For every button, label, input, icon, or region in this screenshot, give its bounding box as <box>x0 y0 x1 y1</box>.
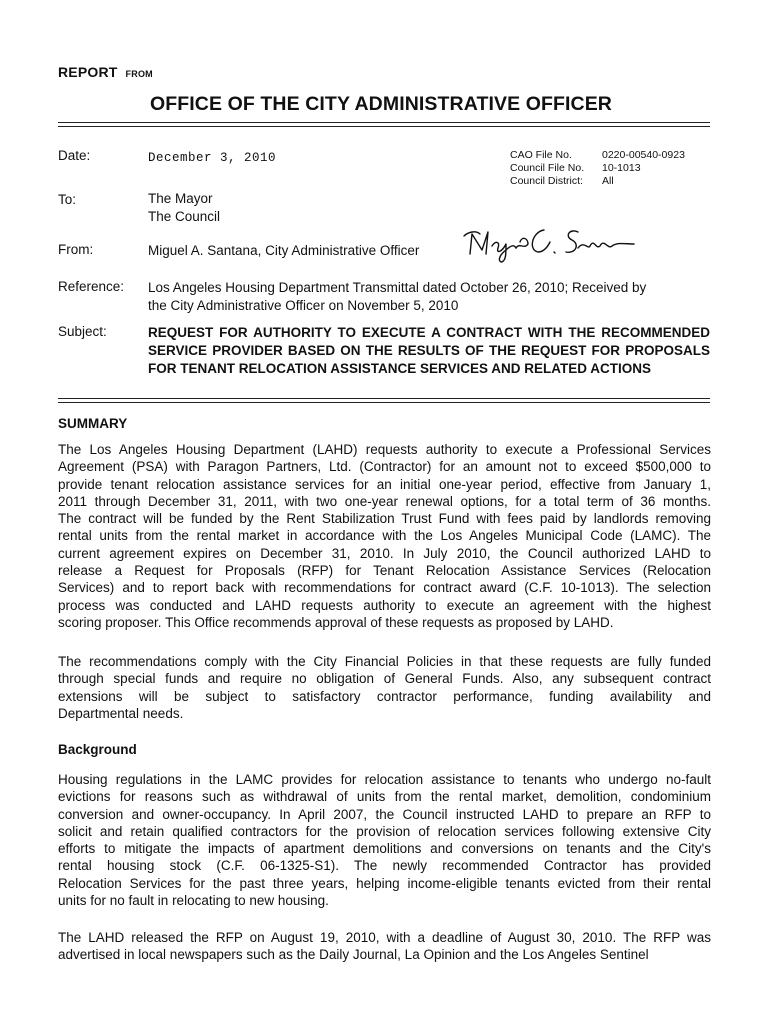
from-label-field: From: <box>58 242 94 257</box>
summary-heading: SUMMARY <box>58 416 128 431</box>
text-line: The recommendations comply with the City Financial Policies in that these requests are fully funded <box>58 654 711 669</box>
text-line: evictions for reasons such as withdrawal of units from the rental market, demolition, condominium <box>58 789 711 805</box>
text-line: scoring proposer. This Office recommends approval of these requests as proposed by LAHD. <box>58 614 614 630</box>
background-paragraph-1 <box>58 771 711 909</box>
text-line: release a Request for Proposals (RFP) for Tenant Relocation Assistance Services (Relocation <box>58 563 711 579</box>
council-district-label: Council District: <box>510 175 583 187</box>
header-rule-bottom <box>58 126 710 127</box>
council-file-label: Council File No. <box>510 162 585 174</box>
council-district-value: All <box>602 175 614 187</box>
text-line: provide tenant relocation assistance services for an initial one-year period, effective from January 1, <box>58 476 711 492</box>
cao-file-label: CAO File No. <box>510 149 572 161</box>
background-heading: Background <box>58 742 137 757</box>
text-line: extensions will be subject to satisfactory contractor performance, funding availability and <box>58 688 711 704</box>
text-line: solicit and retain qualified contractors for the provision of relocation services following extensive City <box>58 823 711 839</box>
to-label: To: <box>58 192 77 207</box>
header-rule-top <box>58 122 710 123</box>
subject-rule-bottom <box>58 402 710 403</box>
text-line: Housing regulations in the LAMC provides for relocation assistance to tenants who undergo no-fault <box>58 772 711 787</box>
cao-file-value: 0220-00540-0923 <box>602 149 685 161</box>
text-line: rental units from the rental market in accordance with the Los Angeles Municipal Code (LAMC). The <box>58 528 711 544</box>
date-label: Date: <box>58 148 91 163</box>
reference-line: the City Administrative Officer on November 5, 2010 <box>148 298 459 313</box>
subject-rule-top <box>58 398 710 399</box>
text-line: rental housing stock (C.F. 06-1325-S1). The newly recommended Contractor has provided <box>58 858 711 874</box>
text-line: advertised in local newspapers such as the Daily Journal, La Opinion and the Los Angeles Sentinel <box>58 947 649 963</box>
to-recipient: The Mayor <box>148 191 213 206</box>
subject-label: Subject: <box>58 324 107 339</box>
text-line: units for no fault in relocating to new housing. <box>58 893 329 909</box>
subject-text: REQUEST FOR AUTHORITY TO EXECUTE A CONTRACT WITH THE RECOMMENDED SERVICE PROVIDER BASED ON THE RESULTS OF THE REQUEST FOR PROPOSALS FOR TENANT RELOCATION ASSISTANCE SERVICES AND RELATED ACTIONS <box>148 325 710 376</box>
text-line: Services) and to report back with recommendations for contract award (C.F. 10-1013). The selection <box>58 580 711 596</box>
report-label: REPORT <box>58 64 118 80</box>
text-line: current agreement expires on December 31, 2010. In July 2010, the Council authorized LAHD to <box>58 545 711 561</box>
background-paragraph-2 <box>58 929 711 964</box>
text-line: The Los Angeles Housing Department (LAHD) requests authority to execute a Professional Services <box>58 442 711 457</box>
from-label: FROM <box>125 69 153 79</box>
to-recipients <box>148 190 220 226</box>
text-line: Relocation Services for the past three years, helping income-eligible tenants evicted from their rental <box>58 875 711 891</box>
handwritten-signature <box>462 224 638 264</box>
to-recipient: The Council <box>148 209 221 224</box>
text-line: efforts to mitigate the impacts of apartment demolitions and conversions on tenants and the City's <box>58 841 711 857</box>
summary-paragraph-1 <box>58 441 711 631</box>
summary-paragraph-2 <box>58 653 711 722</box>
text-line: The LAHD released the RFP on August 19, 2010, with a deadline of August 30, 2010. The RFP was <box>58 930 711 945</box>
reference-line: Los Angeles Housing Department Transmittal dated October 26, 2010; Received by <box>148 280 647 295</box>
text-line: Agreement (PSA) with Paragon Partners, Ltd. (Contractor) for an amount not to exceed $500,000 to <box>58 459 711 475</box>
text-line: 2011 through December 31, 2011, with two one-year renewal options, for a total term of 36 months. <box>58 493 711 509</box>
report-from-line <box>58 64 153 80</box>
text-line: conversion and owner-occupancy. In April 2007, the Council instructed LAHD to prepare an RFP to <box>58 806 711 822</box>
reference-text <box>148 279 646 315</box>
council-file-value: 10-1013 <box>602 162 641 174</box>
text-line: through special funds and require no obligation of General Funds. Also, any subsequent contract <box>58 671 711 687</box>
date-value: December 3, 2010 <box>148 151 277 165</box>
from-value: Miguel A. Santana, City Administrative Officer <box>148 243 420 258</box>
reference-label: Reference: <box>58 279 125 294</box>
text-line: Departmental needs. <box>58 705 184 721</box>
office-title: OFFICE OF THE CITY ADMINISTRATIVE OFFICER <box>150 93 612 115</box>
text-line: process was conducted and LAHD requests authority to execute an agreement with the highest <box>58 597 711 613</box>
file-info-block <box>510 149 685 188</box>
text-line: The contract will be funded by the Rent Stabilization Trust Fund with fees paid by landlords removing <box>58 511 711 527</box>
